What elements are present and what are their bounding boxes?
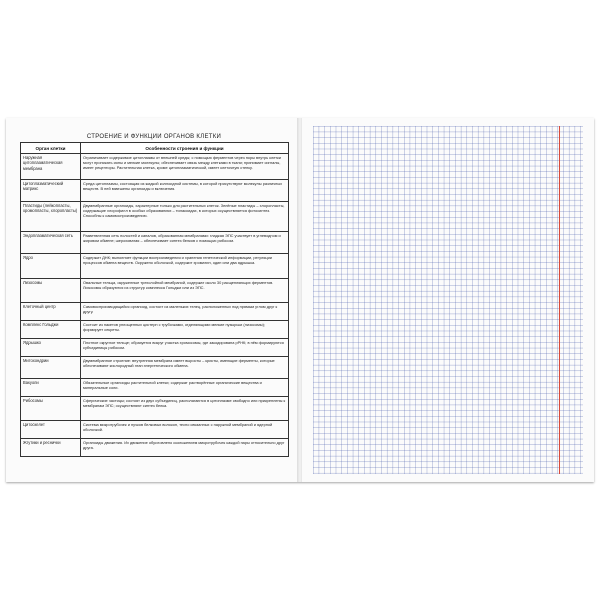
table-header-row — [21, 143, 289, 154]
table-row — [21, 421, 289, 439]
organelles-table — [20, 142, 289, 457]
organ-name: Вакуоли — [21, 379, 81, 397]
organ-description: Содержит ДНК; выполняет функции воспроизведения и хранения генетической информации, регуляции процессов обмена веществ. Окружено оболочкой, содержит хроматин, один или два ядрышка. — [81, 254, 289, 279]
organ-description: Разветвленная сеть полостей и каналов, образованная мембранами: гладкая ЭПС участвует в углеводном и жировом обмене; шероховатая – обеспечивает синтез белков с помощью рибосом. — [81, 232, 289, 254]
organ-name: Пластиды (лейкопласты, хромопласты, хлоропласты) — [21, 202, 81, 232]
organ-name: Цитоскелет — [21, 421, 81, 439]
table-row — [21, 321, 289, 339]
table-row — [21, 254, 289, 279]
organ-description: Состоит из пакетов уплощенных цистерн с трубочками, отделяющими мелкие пузырьки (лизосомы); формирует секреты. — [81, 321, 289, 339]
organ-description: Сферические частицы; состоят из двух субъединиц, располагаются в цитоплазме свободно или прикреплены к мембранам ЭПС; осуществляют синтез белка. — [81, 397, 289, 421]
table-row — [21, 232, 289, 254]
column-header-features: Особенности строения и функции — [81, 143, 289, 154]
table-row — [21, 154, 289, 180]
organ-name: Наружная цитоплазматическая мембрана — [21, 154, 81, 180]
organ-description: Органоиды движения. Их движение обусловлено скольжением микротрубочек каждой пары относительно друг друга. — [81, 439, 289, 457]
table-row — [21, 279, 289, 303]
red-margin-line — [559, 126, 560, 474]
organ-description: Самовоспроизводящийся органоид, состоит из маленьких телец, расположенных под прямым углом друг к другу. — [81, 303, 289, 321]
organ-name: Клеточный центр — [21, 303, 81, 321]
table-row — [21, 397, 289, 421]
organ-name: Эндоплазматическая сеть — [21, 232, 81, 254]
organ-name: Митохондрии — [21, 357, 81, 379]
column-header-organ: Орган клетки — [21, 143, 81, 154]
notebook-spread — [6, 118, 594, 482]
table-row — [21, 357, 289, 379]
document-title: СТРОЕНИЕ И ФУНКЦИИ ОРГАНОВ КЛЕТКИ — [86, 134, 222, 140]
organ-name: Ядро — [21, 254, 81, 279]
organ-description: Среда цитоплазмы, состоящая из жидкой коллоидной системы, в которой присутствуют молекулы различных веществ. В ней взвешены органоиды и включения. — [81, 180, 289, 202]
organ-name: Лизосомы — [21, 279, 81, 303]
organ-name: Ядрышко — [21, 339, 81, 357]
organ-name: Комплекс Гольджи — [21, 321, 81, 339]
organ-description: Плотное округлое тельце; образуется вокруг участка хромосомы, где закодирована рРНК; в нём формируются субъединицы рибосом. — [81, 339, 289, 357]
organ-name: Жгутики и реснички — [21, 439, 81, 457]
organ-description: Овальные тельца, окруженные трехслойной мембраной, содержат около 30 расщепляющих ферментов. Лизосомы образуются из структур комплекса Гольджи или из ЭПС. — [81, 279, 289, 303]
table-row — [21, 439, 289, 457]
table-row — [21, 303, 289, 321]
table-row — [21, 202, 289, 232]
table-row — [21, 339, 289, 357]
graph-paper-grid — [313, 126, 583, 474]
left-page — [6, 118, 298, 482]
organ-name: Цитоплазматический матрикс — [21, 180, 81, 202]
organ-description: Обязательные органоиды растительной клетки; содержат растворённые органические вещества и минеральные соли. — [81, 379, 289, 397]
organ-description: Ограничивает содержимое цитоплазмы от внешней среды; с помощью ферментов через поры внутрь клетки могут проникать ионы и мелкие молекулы; обеспечивает связь между клетками в ткани; принимает сигналы, имеет рецепторы. Растительная клетка, кроме цитоплазматической, имеет клеточную стенку. — [81, 154, 289, 180]
organ-description: Двумембранное строение: внутренняя мембрана имеет выросты – кристы, имеющие ферменты, которые обеспечивают кислородный этап энергетического обмена. — [81, 357, 289, 379]
organ-description: Двумембранные органоиды, характерные только для растительных клеток. Зелёные пластиды – хлоропласты, содержащие хлорофилл в особых образованиях – тилакоидах, в которых осуществляется фотосинтез. Способны к самовоспроизведению. — [81, 202, 289, 232]
table-row — [21, 379, 289, 397]
table-row — [21, 180, 289, 202]
organ-description: Система микротрубочек и пучков белковых волокон, тесно связанных с наружной мембраной и ядерной оболочкой. — [81, 421, 289, 439]
organ-name: Рибосомы — [21, 397, 81, 421]
